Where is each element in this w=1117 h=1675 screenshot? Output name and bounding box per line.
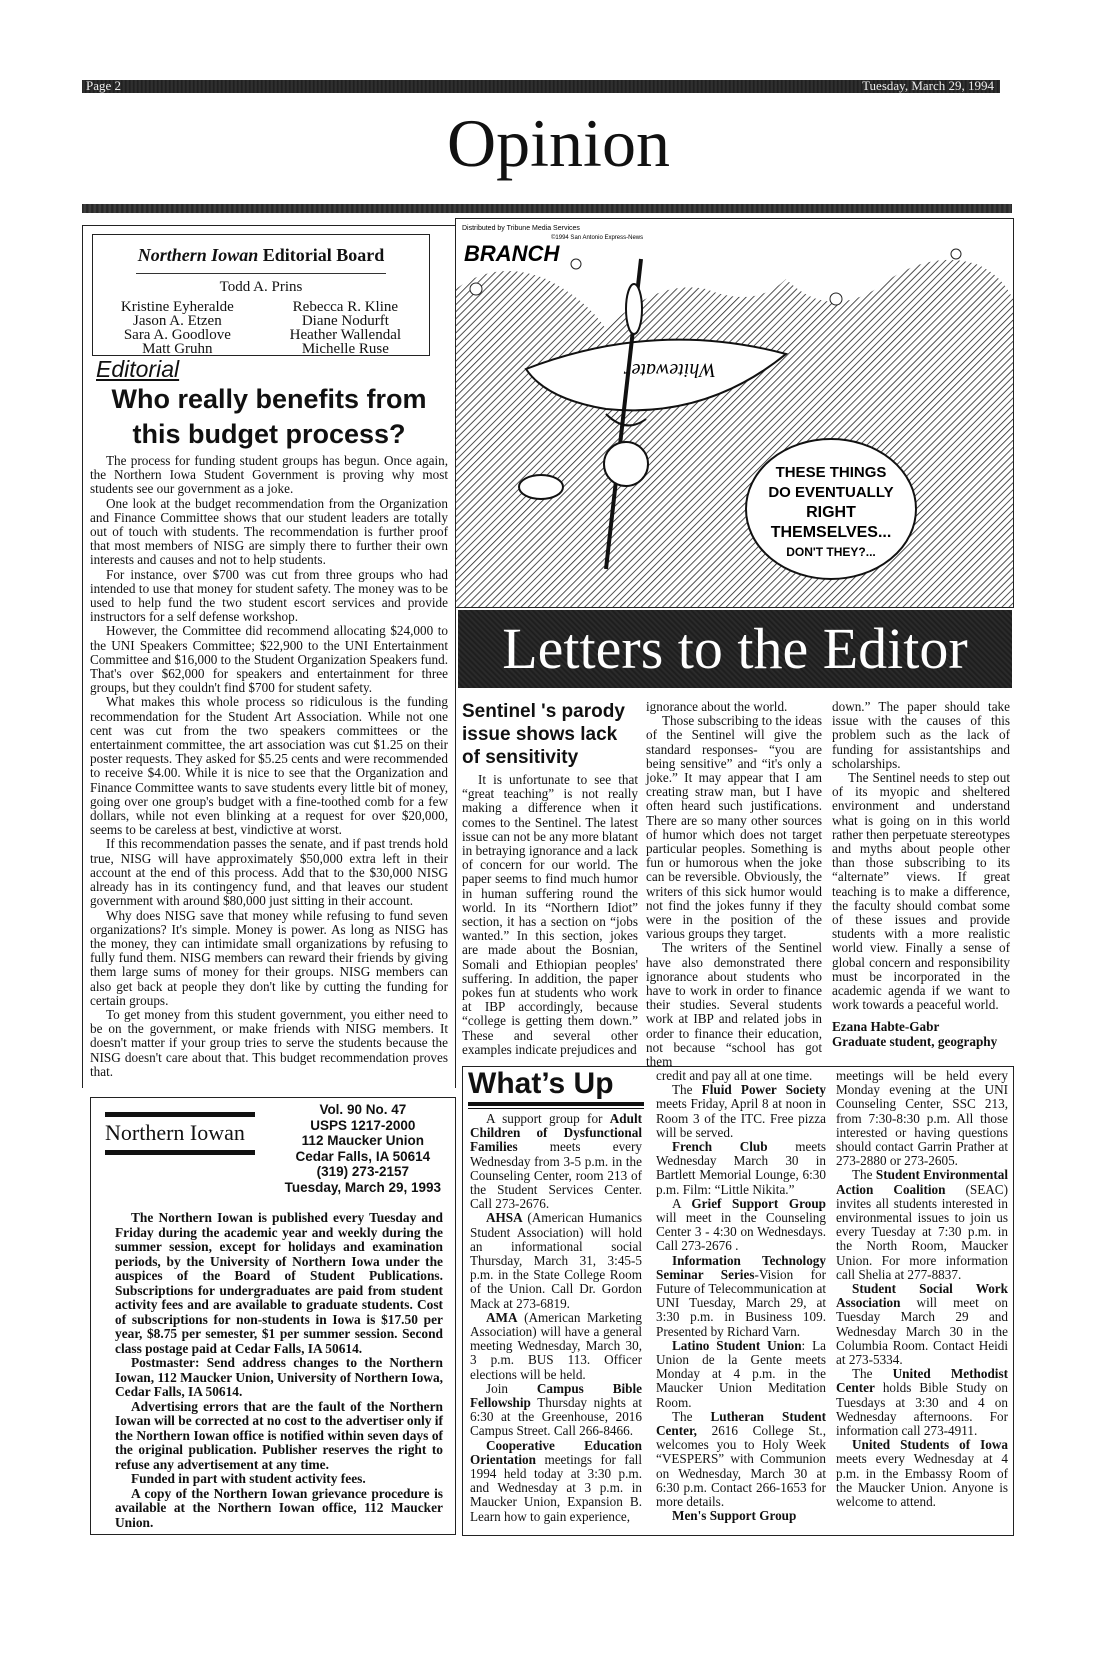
event-item — [656, 1197, 826, 1254]
paragraph: To get money from this student government, you either need to be on the government, or make friends with NISG members. It doesn't matter if your group tries to serve the students because the NISG doesn't care about that. This budget recommendation proves that. — [90, 1006, 448, 1079]
event-name: Latino Student Union — [672, 1337, 802, 1353]
masthead-info — [285, 1102, 441, 1195]
event-name: Campus Bible Fellowship — [470, 1380, 643, 1411]
event-text: holds Bible Study on Tuesdays at 3:30 and 4 on Wednesday afternoons. For information call 273-4911. — [836, 1380, 1008, 1439]
event-text: meets every Wednesday from 3-5 p.m. in the Counseling Center, room 213 of the Student Services Center. Call 273-2676. — [470, 1139, 642, 1212]
editorial-cartoon — [455, 218, 1014, 608]
paragraph: A copy of the Northern Iowan grievance procedure is available at the Northern Iowan office, 112 Maucker Union. — [115, 1485, 443, 1530]
event-item — [656, 1509, 826, 1523]
letter-signature — [832, 1020, 1010, 1048]
speech-line: RIGHT — [806, 504, 856, 521]
event-text: meets Friday, April 8 at noon in Room 3 of the ITC. Free pizza will be served. — [656, 1096, 826, 1140]
event-item — [470, 1382, 642, 1439]
paragraph: down.” The paper should take issue with the causes of this problem such as the lack of funding for assistantships and scholarships. — [832, 699, 1010, 771]
list-line: Michelle Ruse — [301, 341, 389, 357]
whats-up-column-1 — [470, 1112, 642, 1524]
event-text: A support group for — [486, 1111, 610, 1126]
issue-date: Tuesday, March 29, 1994 — [862, 78, 994, 93]
event-item — [656, 1083, 826, 1140]
list-line: 112 Maucker Union — [301, 1133, 424, 1148]
event-name: Grief Support Group — [691, 1195, 826, 1211]
list-line: Matt Gruhn — [142, 341, 213, 357]
event-item — [656, 1254, 826, 1339]
paragraph: Advertising errors that are the fault of the Northern Iowan will be corrected at no cost to the advertiser only if the Northern Iowan office is notified within seven days of the original publication. Publisher reserves the right to refuse any advertisement at any time. — [115, 1398, 443, 1472]
whats-up-column-3 — [836, 1069, 1008, 1509]
whats-up-title: What’s Up — [468, 1067, 614, 1100]
event-text: A — [672, 1195, 692, 1211]
list-line: Kristine Eyheralde — [120, 299, 234, 315]
event-item — [470, 1112, 642, 1211]
paragraph: For instance, over $700 was cut from three groups who had intended to use that money for student safety. The money was to be used to help fund the two student escort services and provide instructors for a self defense workshop. — [90, 566, 448, 625]
whats-up-rule — [468, 1102, 644, 1106]
event-text: will meet on Tuesday March 29 and Wednesday March 30 in the Columbia Room. Contact Heidi at 273-5334. — [836, 1295, 1008, 1368]
paragraph: Funded in part with student activity fees. — [131, 1471, 366, 1486]
paragraph: One look at the budget recommendation from the Organization and Finance Committee shows that our student leaders are totally out of touch with students. The recommendation is further proof that most members of NISG are simply there to further their own interests and causes and not to help students. — [90, 495, 448, 568]
letter-column-1-wrap — [462, 700, 638, 1057]
event-text: The — [852, 1366, 893, 1382]
event-item — [656, 1339, 826, 1410]
paragraph: The process for funding student groups has begun. Once again, the Northern Iowa Student Government is proving why most students see our government as a joke. — [90, 453, 448, 497]
editorial-kicker: Editorial — [96, 356, 180, 382]
event-text: meetings will be held every Monday evening at the UNI Counseling Center, SSC 213, from 7:30-8:30 p.m. All those interested or having questions should contact Garrin Prather at 273-2880 or 273-2605. — [836, 1068, 1008, 1169]
signature-name: Ezana Habte-Gabr — [832, 1019, 940, 1035]
cartoon-artist: BRANCH — [464, 241, 560, 266]
letter-column-1 — [462, 773, 638, 1057]
paragraph: ignorance about the world. — [646, 699, 788, 714]
paragraph: However, the Committee did recommend allocating $24,000 to the UNI Speakers Committee; $22,900 to the UNI Entertainment Committee and $16,000 to the Student Organization Speakers fund. That's over $62,000 for speakers and entertainment for three groups, but they couldn't find $700 for student safety. — [90, 623, 448, 696]
whats-up-rule — [468, 1108, 644, 1109]
event-text: meets every Wednesday at 4 p.m. in the Embassy Room of the Maucker Union. Anyone is welcome to attend. — [836, 1451, 1008, 1510]
list-line: Cedar Falls, IA 50614 — [295, 1148, 431, 1164]
event-text: meetings for fall 1994 held today at 3:30 p.m. and Wednesday at 3 p.m. in Maucker Union, Expansion B. Learn how to gain experience, — [470, 1451, 642, 1524]
event-text: -Vision for Future of Telecommunication at UNI Tuesday, March 29, at 3:30 p.m. in Business 109. Presented by Richard Varn. — [656, 1266, 826, 1339]
whats-up-column-2 — [656, 1069, 826, 1524]
speech-line: DON'T THEY?... — [786, 545, 876, 559]
page-header-bar — [82, 80, 1000, 93]
event-name: United Students of Iowa — [852, 1437, 1008, 1453]
event-text: Thursday nights at 6:30 at the Greenhouse, 2016 Campus Street. Call 266-8466. — [470, 1395, 642, 1439]
page-number: Page 2 — [86, 78, 122, 93]
board-divider — [136, 273, 386, 274]
editorial-board-box — [92, 234, 430, 356]
signature-title: Graduate student, geography — [832, 1033, 998, 1049]
paragraph: What makes this whole process so ridiculous is the funding recommendation for the Student Art Association. While not one cent was cut from the two speakers committees or the entertainment committee, the art association was cut $1.25 on their poster requests. They asked for $5.25 cents and were recommended to receive $4.00. While it is nice to see that the Organization and Finance Committee wants to save students every little bit of money, going over one group's budget with a fine-toothed comb for a few dollars, while not even blinking at a request for over $20,000, seems to be careless at best, vindictive at worst. — [90, 694, 448, 838]
event-item — [836, 1168, 1008, 1282]
canoe-name: Whitewater — [623, 359, 716, 381]
event-item — [470, 1439, 642, 1524]
event-item — [836, 1282, 1008, 1367]
masthead-rule — [105, 1112, 255, 1117]
masthead-name: Northern Iowan — [105, 1120, 245, 1145]
paragraph: Those subscribing to the ideas of the Sentinel will give the standard responses- “you are being sensitive” and “it's only a joke.” It may appear that I am creating straw man, but I have often heard such justifications. There are so many other sources of humor which does not target particular peoples. Something is fun or humorous when the joke can be reversible. Obviously, the writers of this sick humor would not find the jokes funny if they were in the position of the various groups they target. — [646, 713, 822, 942]
list-line: USPS 1217-2000 — [310, 1117, 416, 1133]
cartoon-copyright: ©1994 San Antonio Express-News — [551, 235, 644, 241]
event-name: French Club — [672, 1139, 768, 1155]
editorial-body — [90, 454, 448, 1079]
editorial-board-title: Northern Iowan Editorial Board — [137, 245, 385, 265]
event-item — [836, 1438, 1008, 1509]
event-item — [656, 1410, 826, 1509]
event-text: (American Marketing Association) will have a general meeting Wednesday, March 30, 3 p.m. BUS 113. Officer elections will be held. — [470, 1309, 642, 1382]
event-name: Information Technology Seminar Series — [656, 1252, 826, 1282]
paddler-head — [604, 442, 648, 486]
paragraph: Why does NISG save that money while refusing to fund seven organizations? It's simple. Money is power. As long as NISG has the money, they can intimidate small organizations by refusing to fully fund them. NISG members can reward their friends by giving them large sums of money for their groups. NISG members can also get back at people they don't like by cutting the funding for certain groups. — [90, 907, 448, 1008]
speech-line: THEMSELVES... — [770, 524, 892, 541]
event-name: Men's Support Group — [672, 1508, 797, 1524]
event-name: AHSA — [486, 1210, 523, 1226]
event-text: Join — [486, 1380, 537, 1396]
event-text: : La Union de la Gente meets Monday at 4 p.m. in the Maucker Union Meditation Room. — [656, 1337, 826, 1410]
event-name: Adult Children of Dysfunctional Families — [470, 1111, 642, 1155]
speech-line: THESE THINGS — [775, 464, 887, 481]
fish — [519, 475, 563, 499]
river-water — [456, 260, 1013, 607]
masthead-rule — [105, 1150, 255, 1155]
masthead-statement — [115, 1211, 443, 1530]
event-text: (American Humanics Student Association) will hold an informational social Thursday, March 31, 3:45-5 p.m. in the State College Room of the Union. Call Dr. Gordon Mack at 273-6819. — [470, 1210, 642, 1311]
board-members-right — [290, 300, 401, 356]
editorial-headline: Who really benefits from this budget process? — [111, 384, 427, 449]
event-name: Student Social Work Association — [836, 1281, 1008, 1311]
list-line: Rebecca R. Kline — [292, 299, 399, 315]
event-name: Student Environmental Action Coalition — [836, 1167, 1008, 1197]
list-line: Diane Nodurft — [301, 313, 389, 329]
list-line: Tuesday, March 29, 1993 — [284, 1179, 441, 1195]
event-text: The — [672, 1408, 711, 1424]
list-line: Vol. 90 No. 47 — [319, 1102, 407, 1117]
event-text: 2616 College St., welcomes you to Holy Week “VESPERS” with Communion on Wednesday, March 30 at 6:30 p.m. Contact 266-1653 for more details. — [656, 1423, 826, 1510]
cartoon-credit: Distributed by Tribune Media Services — [462, 225, 580, 232]
event-text: The — [852, 1167, 876, 1183]
paragraph: The Sentinel needs to step out of its myopic and sheltered environment and understand what is going on in this world rather then perpetuate stereotypes and myths about people other than those subscribing to its “alternate” views. If great teaching is to make a difference, the faculty should combat some of these issues and provide students with a more realistic world view. Finally a sense of global concern and responsibility must be incorporated in the academic agenda if we want to work towards a peaceful world. — [832, 770, 1010, 1013]
list-line: Sara A. Goodlove — [123, 327, 231, 343]
event-text: The — [672, 1082, 702, 1098]
event-name: Lutheran Student Center, — [656, 1408, 826, 1439]
letter-column-3-wrap — [832, 700, 1010, 1049]
list-line: Heather Wallendal — [289, 327, 402, 343]
event-name: Cooperative Education Orientation — [470, 1437, 642, 1467]
paragraph: If this recommendation passes the senate, and if past trends hold true, NISG will have approximately $50,000 extra left in their account at the end of this process. Add that to the $30,000 NISG already has in its contingency fund, and that leaves our student government with around $80,000 just sitting in their account. — [90, 836, 448, 909]
paragraph: The writers of the Sentinel have also demonstrated there ignorance about students who have to work in order to finance their studies. Several students work at IBP and related jobs in order to finance their education, not because “school has got them — [646, 940, 822, 1070]
event-name: United Methodist Center — [836, 1366, 1008, 1396]
event-item — [470, 1211, 642, 1310]
board-editor: Todd A. Prins — [219, 279, 303, 295]
event-item — [836, 1069, 1008, 1168]
event-name: Fluid Power Society — [701, 1082, 826, 1098]
event-item — [656, 1140, 826, 1197]
event-item — [656, 1069, 826, 1083]
masthead-box — [90, 1097, 456, 1535]
event-item — [836, 1367, 1008, 1438]
paragraph: The Northern Iowan is published every Tuesday and Friday during the academic year and weekly during the summer session, except for holidays and examination periods, by the University of Northern Iowa under the auspices of the Board of Student Publications. Subscriptions for undergraduates are paid from student activity fees and are available to graduate students. Cost of subscriptions for non-students in Iowa is $17.50 per year, $8.75 per semester, $1 per summer session. Second class postage paid at Cedar Falls, IA 50614. — [115, 1210, 443, 1356]
paragraph: It is unfortunate to see that “great teaching” is not really making a difference when it comes to the Sentinel. The latest issue can not be any more blatant in betraying ignorance and a lack of concern for our world. The paper seems to find much humor in human suffering round the world. In its “Northern Idiot” section, it has a section on “jobs wanted.” In this section, jokes are made about the Bosnian, Somali and Ethiopian peoples' suffering. In addition, the paper pokes fun at students who work at IBP accordingly, because “college is getting them down.” These and several other examples indicate prejudices and — [462, 772, 638, 1057]
event-text: meets Wednesday March 30 in Bartlett Memorial Lounge, 6:30 p.m. Film: “Little Nikita.” — [656, 1139, 827, 1197]
letter-column-3 — [832, 700, 1010, 1012]
section-title: Opinion — [447, 105, 670, 181]
board-members-left — [121, 300, 234, 356]
list-line: (319) 273-2157 — [316, 1164, 409, 1179]
letter-headline: Sentinel 's parody issue shows lack of sensitivity — [462, 701, 625, 768]
event-text: will meet in the Counseling Center 3 - 4:30 on Wednesdays. Call 273-2676 . — [656, 1210, 826, 1254]
editorial — [90, 357, 448, 1079]
paragraph: Postmaster: Send address changes to the Northern Iowan, 112 Maucker Union, University of Northern Iowa, Cedar Falls, IA 50614. — [115, 1355, 443, 1399]
section-divider — [82, 204, 1012, 213]
speech-line: DO EVENTUALLY — [768, 484, 894, 501]
letter-column-2 — [646, 700, 822, 1069]
letters-banner: Letters to the Editor — [458, 610, 1012, 688]
event-item — [470, 1311, 642, 1382]
list-line: Jason A. Etzen — [132, 313, 222, 329]
event-name: AMA — [486, 1309, 518, 1325]
event-text: (SEAC) invites all students interested in environmental issues to join us every Tuesday at 7:30 p.m. in the North Room, Maucker Union. For more information call Shelia at 277-8837. — [836, 1181, 1008, 1282]
event-text: credit and pay all at one time. — [656, 1068, 813, 1083]
